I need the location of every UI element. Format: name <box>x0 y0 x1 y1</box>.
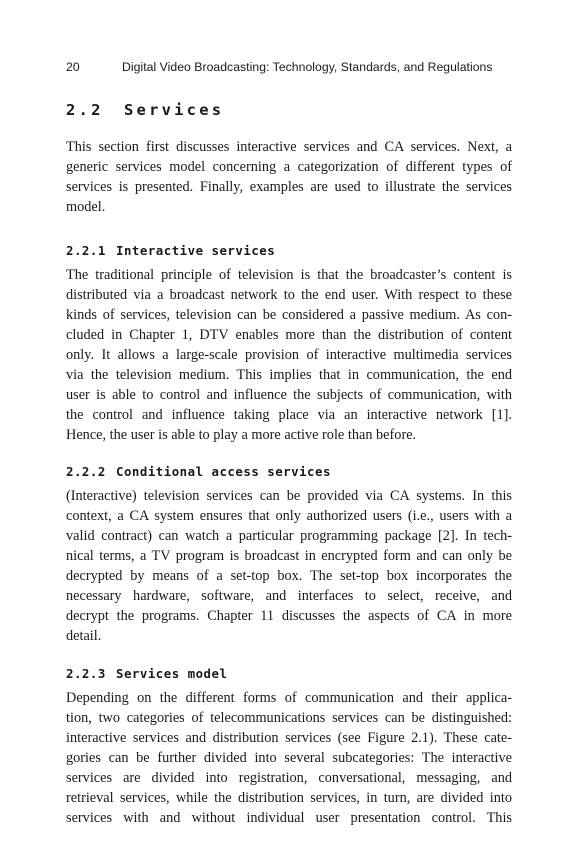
text-line: services with and without individual user presentation control. This <box>66 810 512 826</box>
text-line: services are divided into registration, conversational, messaging, and <box>66 770 512 786</box>
text-line: tion, two categories of telecommunications services can be distinguished: <box>66 710 512 726</box>
subsection-number: 2.2.3 <box>66 666 106 681</box>
section-title: Services <box>124 101 225 119</box>
text-line: Depending on the different forms of communication and their applica- <box>66 690 512 706</box>
text-line: Hence, the user is able to play a more active role than before. <box>66 427 417 443</box>
text-line: detail. <box>66 628 102 644</box>
text-line: user is able to control and influence the subjects of communication, with <box>66 387 512 403</box>
conditional-access-paragraph <box>66 486 512 646</box>
subsection-heading-interactive-services <box>66 243 275 258</box>
text-line: kinds of services, television can be considered a passive medium. As con- <box>66 307 512 323</box>
text-line: model. <box>66 199 106 215</box>
text-line: only. It allows a large-scale provision of interactive multimedia services <box>66 347 512 363</box>
text-line: (Interactive) television services can be provided via CA systems. In this <box>66 488 512 504</box>
subsection-title: Services model <box>116 666 228 681</box>
section-heading <box>66 101 224 119</box>
text-line: the control and influence taking place via an interactive network [1]. <box>66 407 512 423</box>
services-model-paragraph <box>66 688 512 828</box>
subsection-heading-services-model <box>66 666 227 681</box>
running-title: Digital Video Broadcasting: Technology, Standards, and Regulations <box>122 60 493 74</box>
section-number: 2.2 <box>66 101 104 119</box>
text-line: services is presented. Finally, examples are used to illustrate the services <box>66 179 512 195</box>
text-line: generic services model concerning a categorization of different types of <box>66 159 512 175</box>
subsection-title: Conditional access services <box>116 464 331 479</box>
text-line: gories can be further divided into several subcategories: The interactive <box>66 750 512 766</box>
text-line: retrieval services, while the distribution services, in turn, are divided into <box>66 790 512 806</box>
intro-paragraph <box>66 137 512 217</box>
subsection-heading-conditional-access <box>66 464 331 479</box>
text-line: nical terms, a TV program is broadcast in encrypted form and can only be <box>66 548 512 564</box>
text-line: interactive services and distribution services (see Figure 2.1). These cate- <box>66 730 512 746</box>
text-line: distributed via a broadcast network to the end user. With respect to these <box>66 287 512 303</box>
text-line: context, a CA system ensures that only authorized users (i.e., users with a <box>66 508 512 524</box>
page-number: 20 <box>66 60 80 74</box>
text-line: valid contract) can watch a particular programming package [2]. In tech- <box>66 528 512 544</box>
subsection-number: 2.2.2 <box>66 464 106 479</box>
running-header <box>66 60 514 74</box>
subsection-number: 2.2.1 <box>66 243 106 258</box>
text-line: necessary hardware, software, and interfaces to select, receive, and <box>66 588 512 604</box>
text-line: cluded in Chapter 1, DTV enables more than the distribution of content <box>66 327 512 343</box>
text-line: The traditional principle of television is that the broadcaster’s content is <box>66 267 512 283</box>
text-line: This section first discusses interactive services and CA services. Next, a <box>66 139 512 155</box>
text-line: decrypt the programs. Chapter 11 discusses the aspects of CA in more <box>66 608 512 624</box>
text-line: via the television medium. This implies that in communication, the end <box>66 367 512 383</box>
text-line: decrypted by means of a set-top box. The set-top box incorporates the <box>66 568 512 584</box>
interactive-services-paragraph <box>66 265 512 445</box>
subsection-title: Interactive services <box>116 243 276 258</box>
